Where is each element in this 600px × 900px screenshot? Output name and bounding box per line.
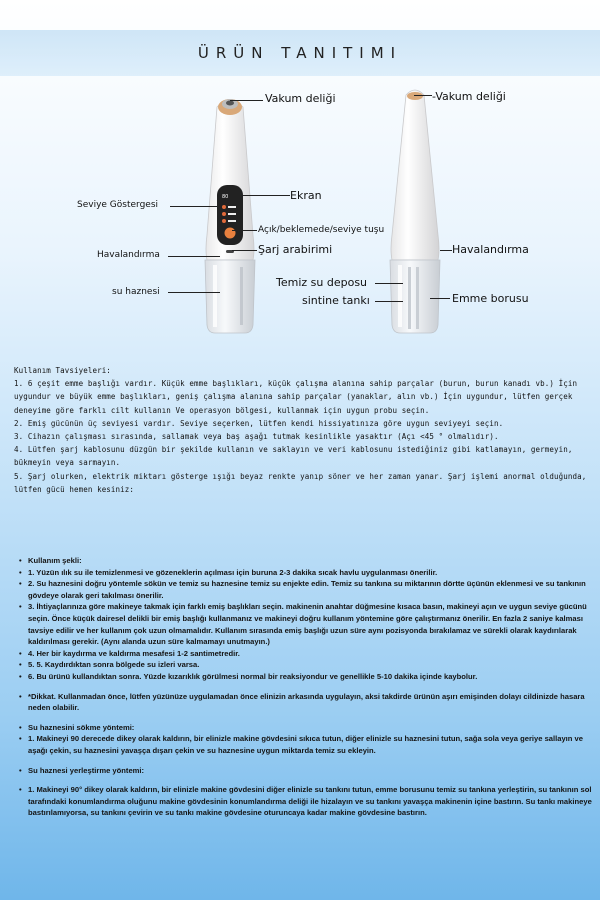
svg-text:80: 80 (222, 194, 229, 200)
instruction-item: • 3. İhtiyaçlarınıza göre makineye takmak için farklı emiş başlıkları seçin. makinenin anahtar düğmesine kısaca basın, makineyi açın ve uygun seviye gücünü seçin. Önce küçük dairesel delikli bir emiş başlığı kullanmanız ve makineyi doğru kullanım yöntemine göre çalıştırmanız önerilir. En fazla 2 saniye kalması tavsiye edilir ve her kullanım çok uzun olmamalıdır. Kullanım sırasında emiş başlığı uzun süre aynı pozisyonda bırakılamaz ve sürekli olarak kaydırılarak kaldırılması gerekir. (Aynı alanda uzun süre kalmamayı unutmayın.) (28, 601, 593, 647)
label-vakum-left: Vakum deliği (265, 92, 336, 105)
label-ekran: Ekran (290, 189, 322, 202)
instruction-item: • 4. Her bir kaydırma ve kaldırma mesafesi 1-2 santimetredir. (28, 648, 593, 660)
label-temiz-su: Temiz su deposu (276, 276, 368, 289)
callout-line (430, 298, 450, 299)
instructions-heading: • Kullanım şekli: (28, 555, 593, 567)
label-sarj: Şarj arabirimi (258, 243, 333, 256)
callout-line (170, 206, 220, 207)
insertion-heading: • Su haznesi yerleştirme yöntemi: (28, 765, 593, 777)
callout-line (232, 230, 257, 231)
label-acik: Açık/beklemede/seviye tuşu (258, 225, 385, 235)
recommendation-item: 1. 6 çeşit emme başlığı vardır. Küçük emme başlıkları, küçük çalışma alanına sahip parçalar (burun, burun kanadı vb.) İçin uygundur ve büyük emme başlıkları, geniş çalışma alanına sahip parçalar (yanaklar, alın vb.) İçin uygundur, lütfen gerçek deneyime göre farklı cilt kullanın Ve operasyon bölgesi, kullanmak için uygun probu seçin. (14, 379, 578, 415)
recommendation-item: 2. Emiş gücünün üç seviyesi vardır. Seviye seçerken, lütfen kendi hissiyatınıza göre uygun seviyeyi seçin. (14, 418, 504, 428)
label-vakum-right: -Vakum deliği (432, 90, 506, 103)
instruction-item: • 6. Bu ürünü kullandıktan sonra. Yüzde kızarıklık görülmesi normal bir reaksiyondur ve genellikle 5-10 dakika içinde kaybolur. (28, 671, 593, 683)
removal-item: • 1. Makineyi 90 derecede dikey olarak kaldırın, bir elinizle makine gövdesini sıkıca tutun, diğer elinizle su haznesini tutun, sağa sola veya geriye sallayın ve aşağı çekin, su haznesini yavaşça dışarı çekin ve su haznesine uygun miktarda temiz su ekleyin. (28, 733, 593, 756)
recommendation-item: 3. Cihazın çalışması sırasında, sallamak veya baş aşağı tutmak kesinlikle yasaktır (Açı <45 ° olmalıdır). (14, 432, 499, 442)
instruction-item: • 2. Su haznesini doğru yöntemle sökün ve temiz su haznesine temiz su enjekte edin. Temiz su tankına su miktarının dörtte üçünün eklenmesi ve su tankının gövdeye olarak geri takılması önerilir. (28, 578, 593, 601)
usage-recommendations (14, 364, 589, 496)
page-title: ÜRÜN TANITIMI (197, 44, 403, 62)
callout-line (375, 301, 403, 302)
instruction-item: • 1. Yüzün ılık su ile temizlenmesi ve gözeneklerin açılması için buruna 2-3 dakika sıcak havlu uygulanması önerilir. (28, 567, 593, 579)
warning-note: • *Dikkat. Kullanmadan önce, lütfen yüzünüze uygulamadan önce elinizin arkasında uygulayın, aksi takdirde ürünün aşırı emişinden dolayı cildinizde hasara neden olabilir. (28, 691, 593, 714)
recommendations-heading: Kullanım Tavsiyeleri: (14, 366, 111, 375)
device-front-illustration (195, 85, 265, 340)
recommendation-item: 4. Lütfen şarj kablosunu düzgün bir şekilde kullanın ve saklayın ve veri kablosunu istediğiniz gibi katlamayın, germeyin, bükmeyin veya sarmayın. (14, 445, 573, 468)
callout-line (168, 292, 220, 293)
removal-heading: • Su haznesini sökme yöntemi: (28, 722, 593, 734)
label-emme: Emme borusu (452, 292, 529, 305)
recommendation-item: 5. Şarj olurken, elektrik miktarı gösterge ışığı beyaz renkte yanıp söner ve her zaman yanar. Şarj işlemi anormal olduğunda, lütfen gücü hemen kesiniz: (14, 471, 587, 494)
title-band (0, 30, 600, 76)
label-seviye: Seviye Göstergesi (77, 200, 159, 210)
callout-line (440, 250, 452, 251)
label-havalandirma-left: Havalandırma (97, 250, 160, 260)
callout-line (168, 256, 220, 257)
label-sintine: sintine tankı (302, 294, 370, 307)
callout-line (414, 95, 432, 96)
callout-line (235, 195, 290, 196)
instruction-item: • 5. 5. Kaydırdıktan sonra bölgede su izleri varsa. (28, 659, 593, 671)
callout-line (230, 100, 263, 101)
insertion-item: • 1. Makineyi 90° dikey olarak kaldırın, bir elinizle makine gövdesini diğer elinizle su tankını tutun, emme borusunu temiz su tankına yerleştirin, su tankının sol tarafındaki konumlandırma oluğunu makine gövdesinin konumlandırma deliği ile hizalayın ve su tankını yavaşça makinenin içine bastırın. Su tankı makineye bastırılamıyorsa, su tankını çevirin ve su tankı makine gövdesine oturuncaya kadar makine gövdesine bastırın. (28, 784, 593, 819)
label-havalandirma-right: Havalandırma (452, 243, 529, 256)
usage-instructions (28, 555, 593, 819)
callout-line (375, 283, 403, 284)
label-su-haznesi: su haznesi (112, 287, 160, 297)
callout-line (232, 250, 257, 251)
